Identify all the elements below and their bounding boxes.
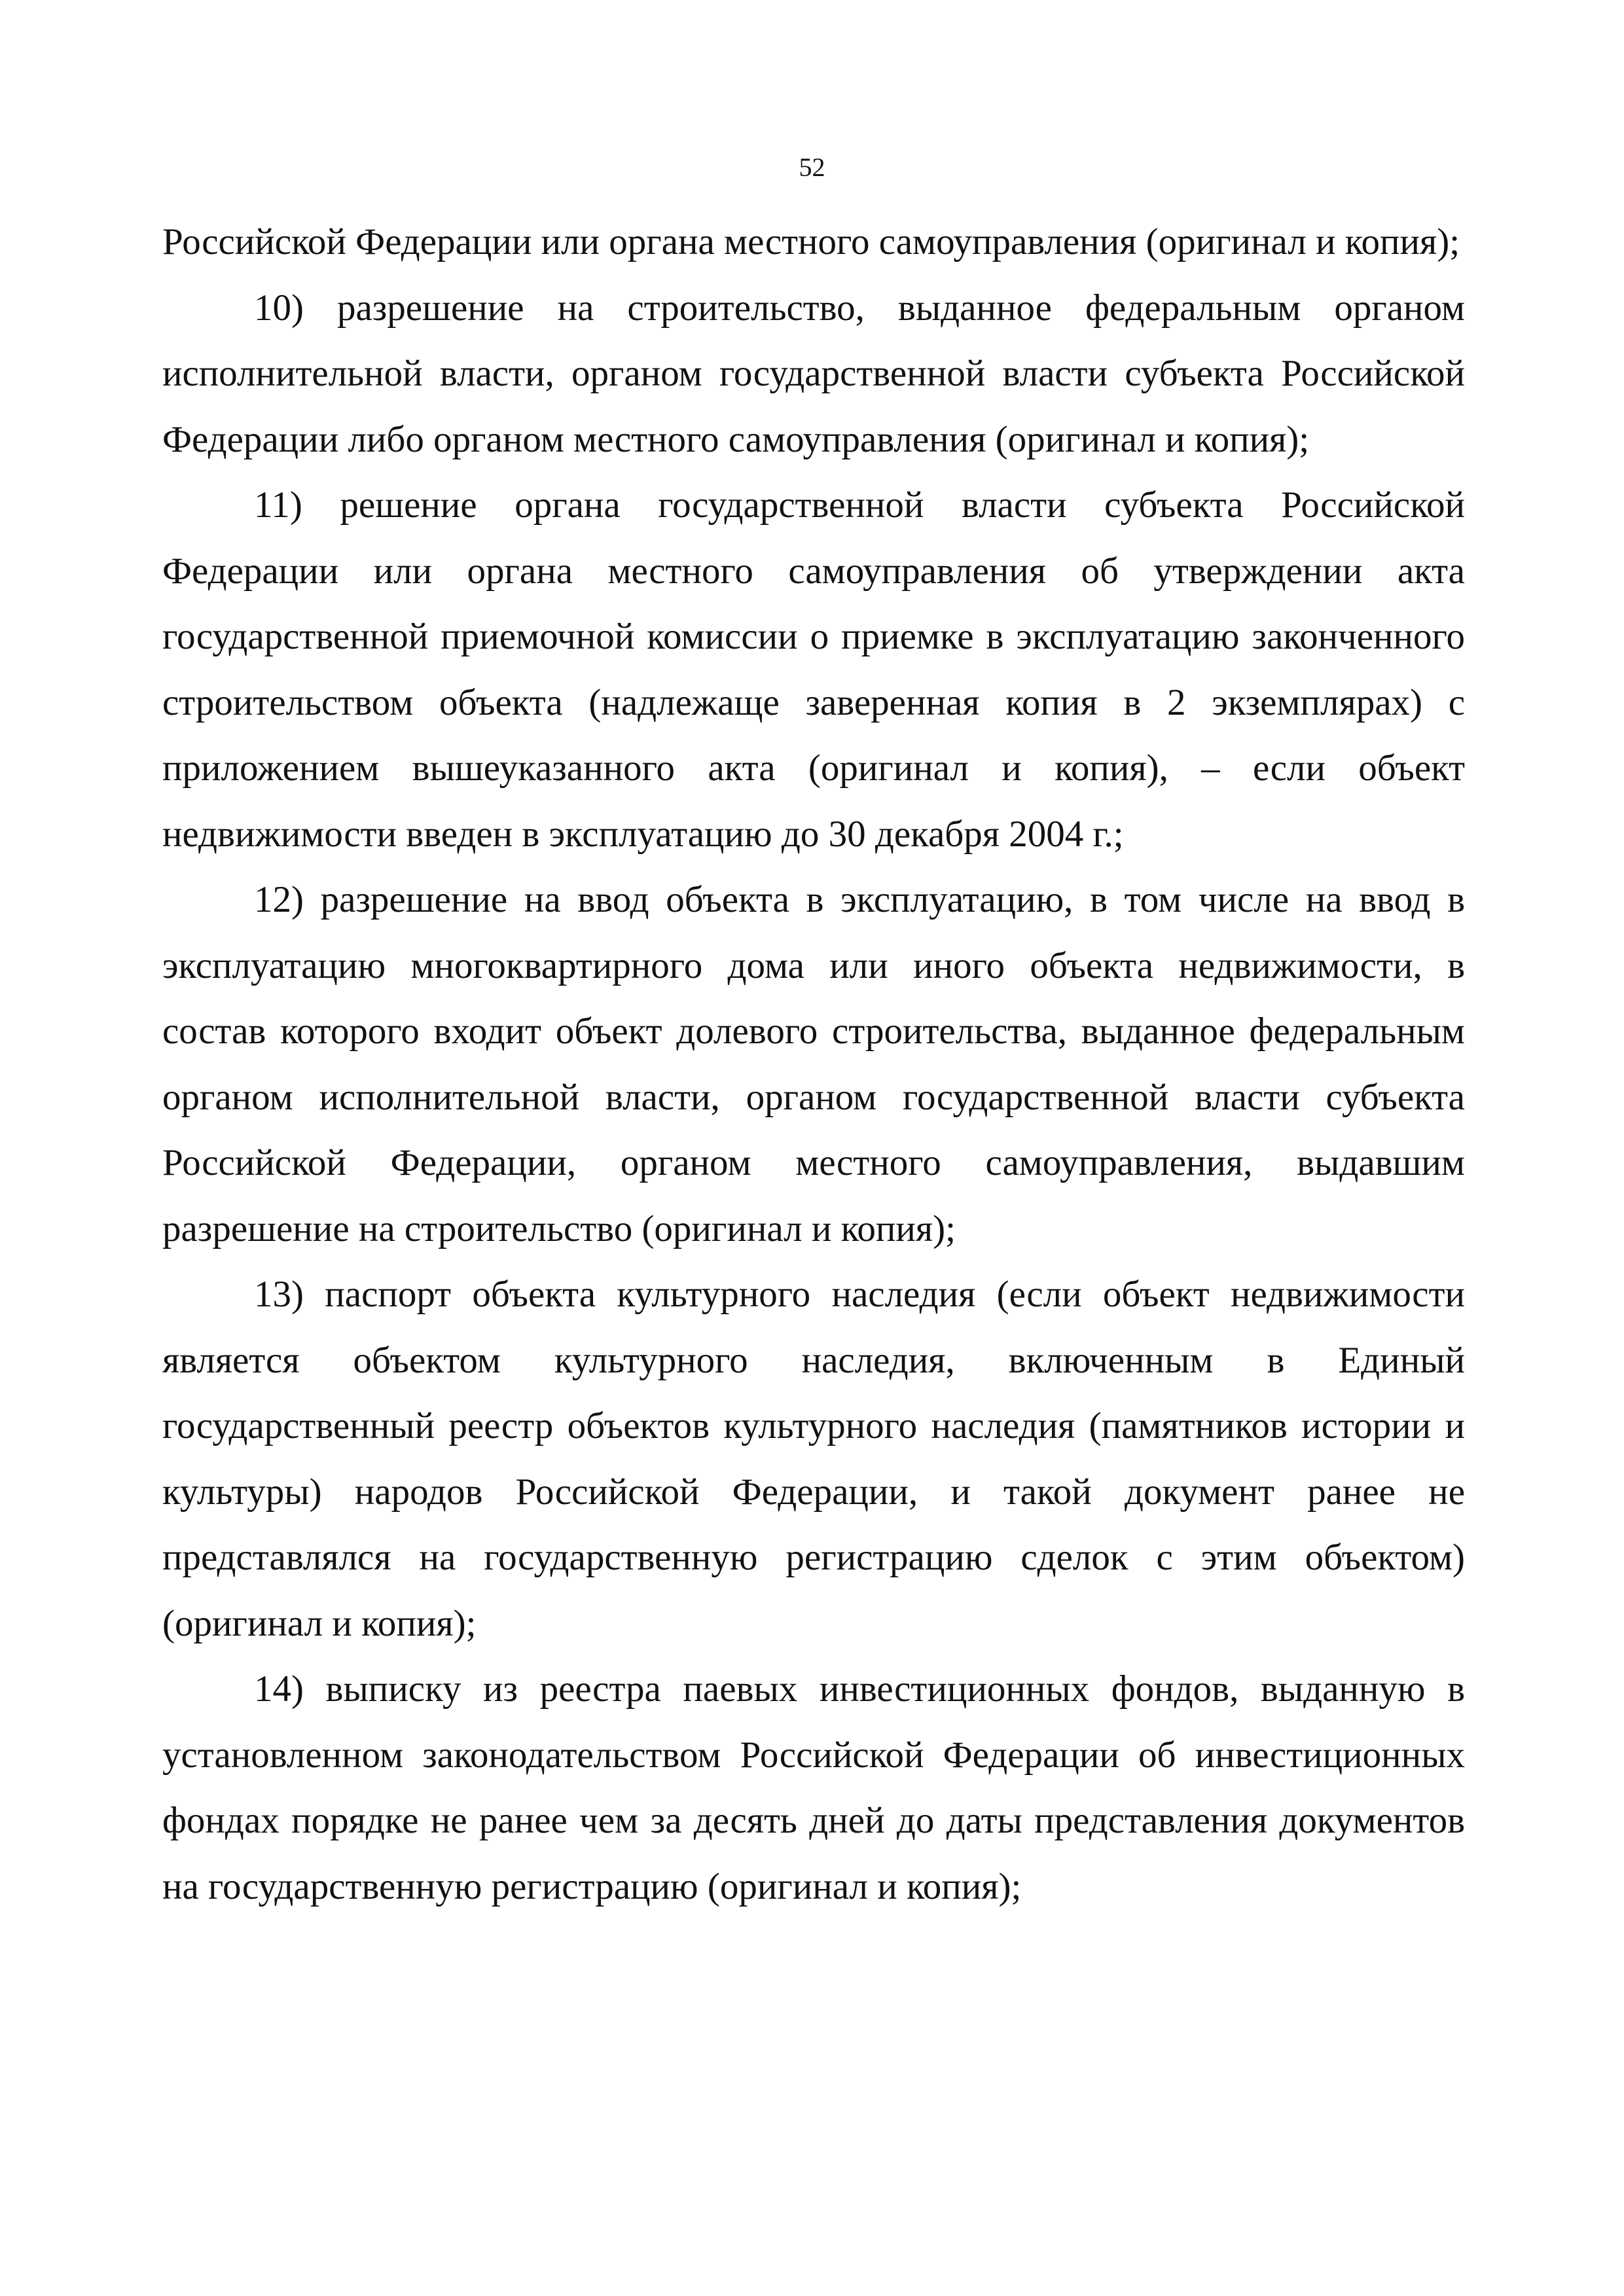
paragraph-item-11: 11) решение органа государственной власти субъекта Российской Федерации или органа местного самоуправления об утверждении акта государственной приемочной комиссии о приемке в эксплуатацию законченного строительством объекта (надлежаще заверенная копия в 2 экземплярах) с приложением вышеуказанного акта (оригинал и копия), – если объект недвижимости введен в эксплуатацию до 30 декабря 2004 г.; (162, 484, 1465, 855)
paragraph-item-12: 12) разрешение на ввод объекта в эксплуатацию, в том числе на ввод в эксплуатацию многоквартирного дома или иного объекта недвижимости, в состав которого входит объект долевого строительства, выданное федеральным органом исполнительной власти, органом государственной власти субъекта Российской Федерации, органом местного самоуправления, выдавшим разрешение на строительство (оригинал и копия); (162, 879, 1465, 1249)
paragraph-item-14: 14) выписку из реестра паевых инвестиционных фондов, выданную в установленном законодательством Российской Федерации об инвестиционных фондах порядке не ранее чем за десять дней до даты представления документов на государственную регистрацию (оригинал и копия); (162, 1668, 1465, 1907)
paragraph-item-10: 10) разрешение на строительство, выданное федеральным органом исполнительной власти, органом государственной власти субъекта Российской Федерации либо органом местного самоуправления (оригинал и копия); (162, 287, 1465, 460)
paragraph-item-13: 13) паспорт объекта культурного наследия (если объект недвижимости является объектом культурного наследия, включенным в Единый государственный реестр объектов культурного наследия (памятников истории и культуры) народов Российской Федерации, и такой документ ранее не представлялся на государственную регистрацию сделок с этим объектом) (оригинал и копия); (162, 1274, 1465, 1644)
document-body (162, 209, 1465, 1920)
page-number: 52 (799, 152, 825, 182)
paragraph-continuation: Российской Федерации или органа местного самоуправления (оригинал и копия); (162, 221, 1460, 262)
